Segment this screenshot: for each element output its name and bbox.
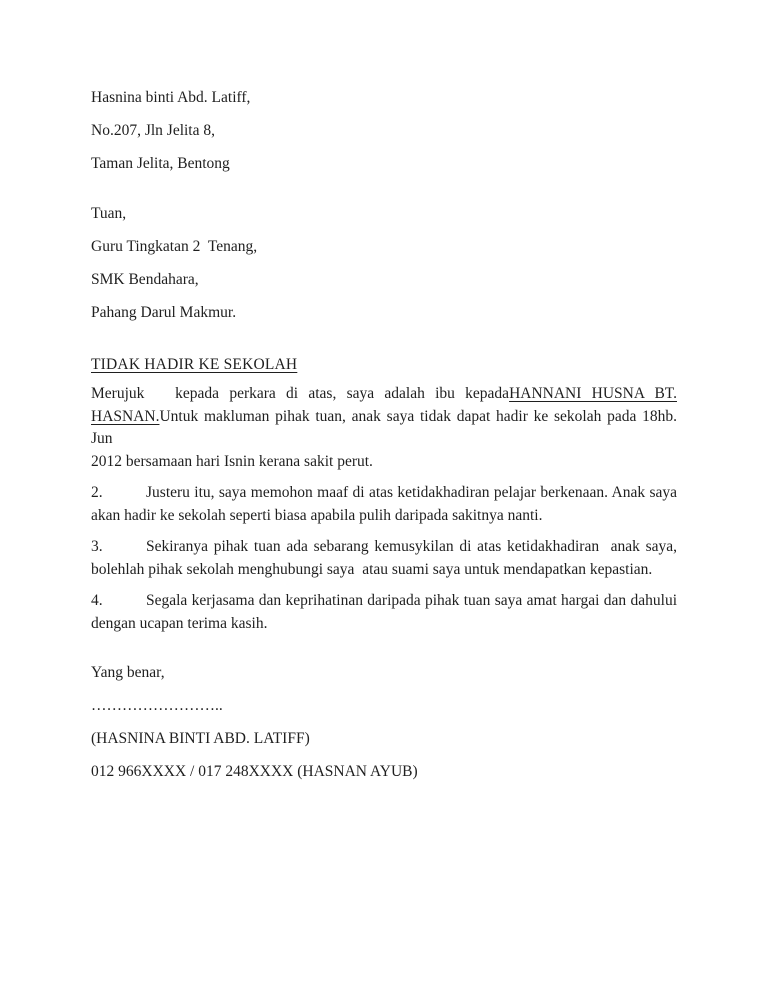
letter-body	[91, 383, 681, 635]
body-line	[91, 383, 677, 406]
subject-row	[91, 355, 677, 375]
text-segment: Justeru itu, saya memohon maaf di atas ketidakhadiran pelajar berkenaan. Anak saya	[146, 484, 677, 501]
body-line	[91, 406, 681, 451]
body-line	[91, 536, 677, 559]
closing-line: Yang benar,	[91, 664, 165, 681]
underlined-text: HASNAN.	[91, 407, 160, 425]
underlined-text: HANNANI HUSNA BT.	[509, 385, 677, 402]
body-line	[91, 559, 677, 582]
recipient-block	[91, 204, 677, 323]
text-segment: bolehlah pihak sekolah menghubungi saya atau suami saya untuk mendapatkan kepastian.	[91, 560, 653, 578]
body-line	[91, 613, 677, 636]
text-segment: Segala kerjasama dan keprihatinan daripada pihak tuan saya amat hargai dan dahului	[146, 592, 677, 609]
text-segment: Merujuk kepada perkara di atas, saya adalah ibu kepada	[91, 385, 510, 402]
text-segment: dengan ucapan terima kasih.	[91, 614, 268, 632]
body-line	[91, 451, 677, 474]
recipient-line: Pahang Darul Makmur.	[91, 304, 237, 321]
signature-block	[91, 663, 677, 782]
closing-line: ……………………..	[91, 697, 223, 714]
body-line	[91, 505, 677, 528]
paragraph-number: 2.	[91, 484, 103, 501]
text-segment: Untuk makluman pihak tuan, anak saya tidak dapat hadir ke sekolah pada 18hb. Jun	[91, 407, 681, 447]
subject-line: TIDAK HADIR KE SEKOLAH	[91, 356, 298, 373]
sender-address-line: Taman Jelita, Bentong	[91, 155, 230, 172]
paragraph-number: 4.	[91, 592, 103, 609]
recipient-line: Tuan,	[91, 205, 127, 222]
body-paragraph	[91, 482, 677, 527]
closing-line: (HASNINA BINTI ABD. LATIFF)	[91, 730, 310, 747]
text-segment: akan hadir ke sekolah seperti biasa apabila pulih daripada sakitnya nanti.	[91, 506, 543, 524]
body-paragraph	[91, 590, 677, 635]
body-line	[91, 482, 677, 505]
sender-address-line: No.207, Jln Jelita 8,	[91, 122, 215, 139]
closing-line: 012 966XXXX / 017 248XXXX (HASNAN AYUB)	[91, 763, 418, 780]
body-line	[91, 590, 677, 613]
body-paragraph	[91, 383, 681, 473]
text-segment: Sekiranya pihak tuan ada sebarang kemusykilan di atas ketidakhadiran anak saya,	[146, 538, 677, 555]
body-paragraph	[91, 536, 677, 581]
recipient-line: SMK Bendahara,	[91, 271, 199, 288]
sender-address-line: Hasnina binti Abd. Latiff,	[91, 89, 251, 106]
sender-address-block	[91, 88, 677, 174]
paragraph-number: 3.	[91, 538, 103, 555]
text-segment: 2012 bersamaan hari Isnin kerana sakit perut.	[91, 452, 373, 470]
recipient-line: Guru Tingkatan 2 Tenang,	[91, 238, 258, 255]
